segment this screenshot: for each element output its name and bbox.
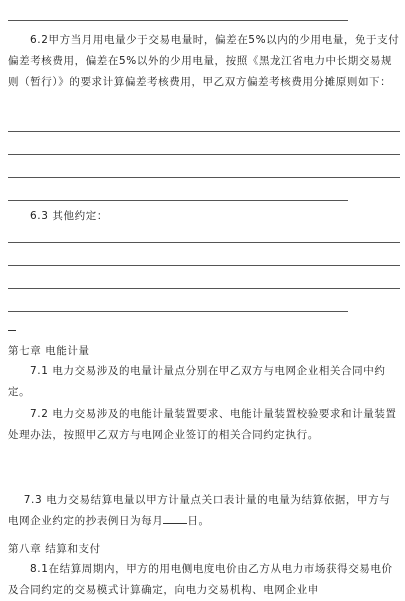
fill-line: [8, 242, 400, 243]
fill-line: [8, 200, 348, 201]
chapter-8-title: 第八章 结算和支付: [8, 543, 101, 555]
fill-line: [8, 131, 400, 132]
fill-line: [8, 20, 348, 21]
clause-7-3-text: 7.3 电力交易结算电量以甲方计量点关口表计量的电量为结算依据，甲方与电网企业约定的抄表例日为每月: [8, 494, 391, 527]
fill-line: [8, 288, 400, 289]
clause-7-3: [8, 469, 400, 553]
fill-line: [8, 177, 400, 178]
clause-6-2: 6.2甲方当月用电量少于交易电量时，偏差在5%以内的少用电量，免于支付偏差考核费用，偏差在5%以外的少用电量，按照《黑龙江省电力中长期交易规则（暂行）》的要求计算偏差考核费用，甲乙双方偏差考核费用分摊原则如下：: [8, 34, 400, 88]
chapter-7-title: 第七章 电能计量: [8, 345, 90, 357]
blank-field: [163, 512, 187, 524]
clause-7-1: 7.1 电力交易涉及的电量计量点分别在甲乙双方与电网企业相关合同中约定。: [8, 365, 386, 398]
fill-line: [8, 311, 348, 312]
clause-7-2: 7.2 电力交易涉及的电能计量装置要求、电能计量装置校验要求和计量装置处理办法，按照甲乙双方与电网企业签订的相关合同约定执行。: [8, 408, 397, 441]
dash-mark: [8, 330, 16, 331]
clause-6-3: 6.3 其他约定：: [30, 210, 108, 222]
clause-8-1: 8.1在结算周期内，甲方的用电侧电度电价由乙方从电力市场获得交易电价及合同约定的交易模式计算确定，向电力交易机构、电网企业申: [8, 563, 393, 596]
fill-line: [8, 265, 400, 266]
clause-7-3-end: 日。: [187, 515, 210, 527]
fill-line: [8, 154, 400, 155]
